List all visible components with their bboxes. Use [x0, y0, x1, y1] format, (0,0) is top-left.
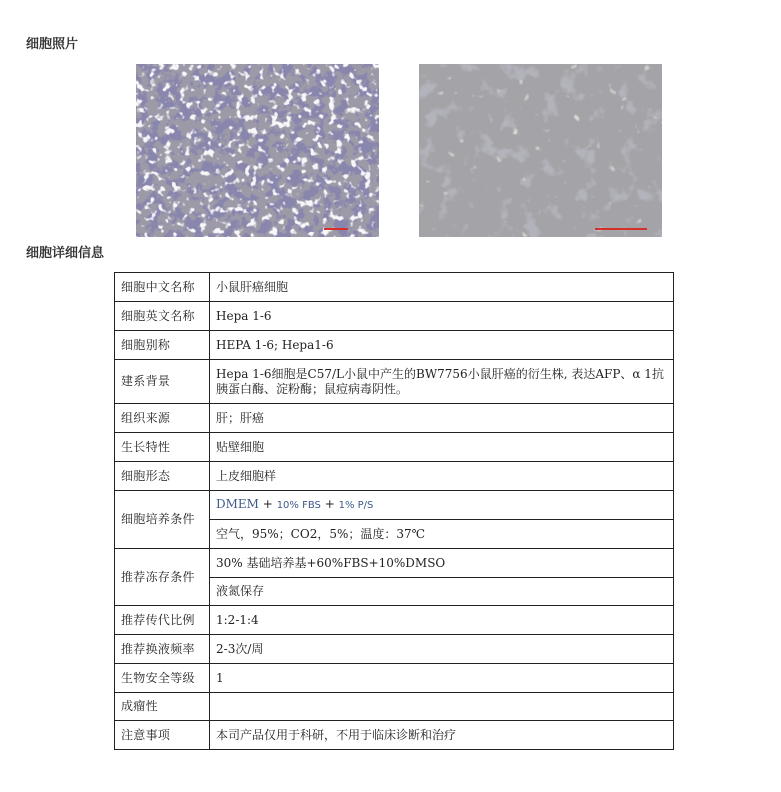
row-label-notice: 注意事项	[115, 721, 210, 750]
table-row	[115, 273, 674, 302]
table-row	[115, 606, 674, 635]
row-label-passage: 推荐传代比例	[115, 606, 210, 635]
row-value-passage: 1:2-1:4	[210, 606, 674, 635]
row-label-tissue: 组织来源	[115, 404, 210, 433]
table-row	[115, 664, 674, 693]
table-row	[115, 433, 674, 462]
row-label-biosafety: 生物安全等级	[115, 664, 210, 693]
cell-photo-high-magnification	[419, 64, 662, 237]
culture-medium-base: DMEM	[216, 497, 259, 511]
cell-photo-low-density	[136, 64, 379, 237]
table-row	[115, 302, 674, 331]
row-value-culture-atmosphere: 空气，95%；CO2，5%；温度：37℃	[210, 520, 674, 549]
culture-ps: 1% P/S	[338, 500, 374, 511]
row-value-morphology: 上皮细胞样	[210, 462, 674, 491]
row-value-notice: 本司产品仅用于科研，不用于临床诊断和治疗	[210, 721, 674, 750]
culture-plus: +	[324, 497, 335, 511]
row-value-freeze-storage: 液氮保存	[210, 578, 674, 606]
row-value-medium-change: 2-3次/周	[210, 635, 674, 664]
row-label-cn-name: 细胞中文名称	[115, 273, 210, 302]
row-label-background: 建系背景	[115, 360, 210, 404]
row-value-cn-name: 小鼠肝癌细胞	[210, 273, 674, 302]
table-row	[115, 549, 674, 578]
culture-plus: +	[262, 497, 273, 511]
section-title-cell-details: 细胞详细信息	[26, 246, 105, 261]
scale-bar	[324, 228, 348, 230]
row-value-alias: HEPA 1-6; Hepa1-6	[210, 331, 674, 360]
row-label-morphology: 细胞形态	[115, 462, 210, 491]
row-label-en-name: 细胞英文名称	[115, 302, 210, 331]
row-label-growth: 生长特性	[115, 433, 210, 462]
table-row	[115, 491, 674, 520]
cell-info-table	[114, 272, 674, 750]
row-value-tissue: 肝；肝癌	[210, 404, 674, 433]
row-value-culture-medium	[210, 491, 674, 520]
row-value-tumorigenicity	[210, 693, 674, 721]
row-label-alias: 细胞别称	[115, 331, 210, 360]
table-row	[115, 693, 674, 721]
row-value-background: Hepa 1-6细胞是C57/L小鼠中产生的BW7756小鼠肝癌的衍生株, 表达AFP、α 1抗胰蛋白酶、淀粉酶；鼠痘病毒阴性。	[210, 360, 674, 404]
table-row	[115, 462, 674, 491]
table-row	[115, 331, 674, 360]
table-row	[115, 721, 674, 750]
row-label-medium-change: 推荐换液频率	[115, 635, 210, 664]
culture-fbs: 10% FBS	[276, 500, 321, 511]
row-label-tumorigenicity: 成瘤性	[115, 693, 210, 721]
row-label-culture: 细胞培养条件	[115, 491, 210, 549]
row-value-growth: 贴壁细胞	[210, 433, 674, 462]
row-value-biosafety: 1	[210, 664, 674, 693]
row-label-freeze: 推荐冻存条件	[115, 549, 210, 606]
table-row	[115, 635, 674, 664]
row-value-en-name: Hepa 1-6	[210, 302, 674, 331]
scale-bar	[595, 228, 647, 230]
row-value-freeze-medium: 30% 基础培养基+60%FBS+10%DMSO	[210, 549, 674, 578]
table-row	[115, 404, 674, 433]
table-row	[115, 360, 674, 404]
section-title-cell-photos: 细胞照片	[26, 37, 79, 52]
